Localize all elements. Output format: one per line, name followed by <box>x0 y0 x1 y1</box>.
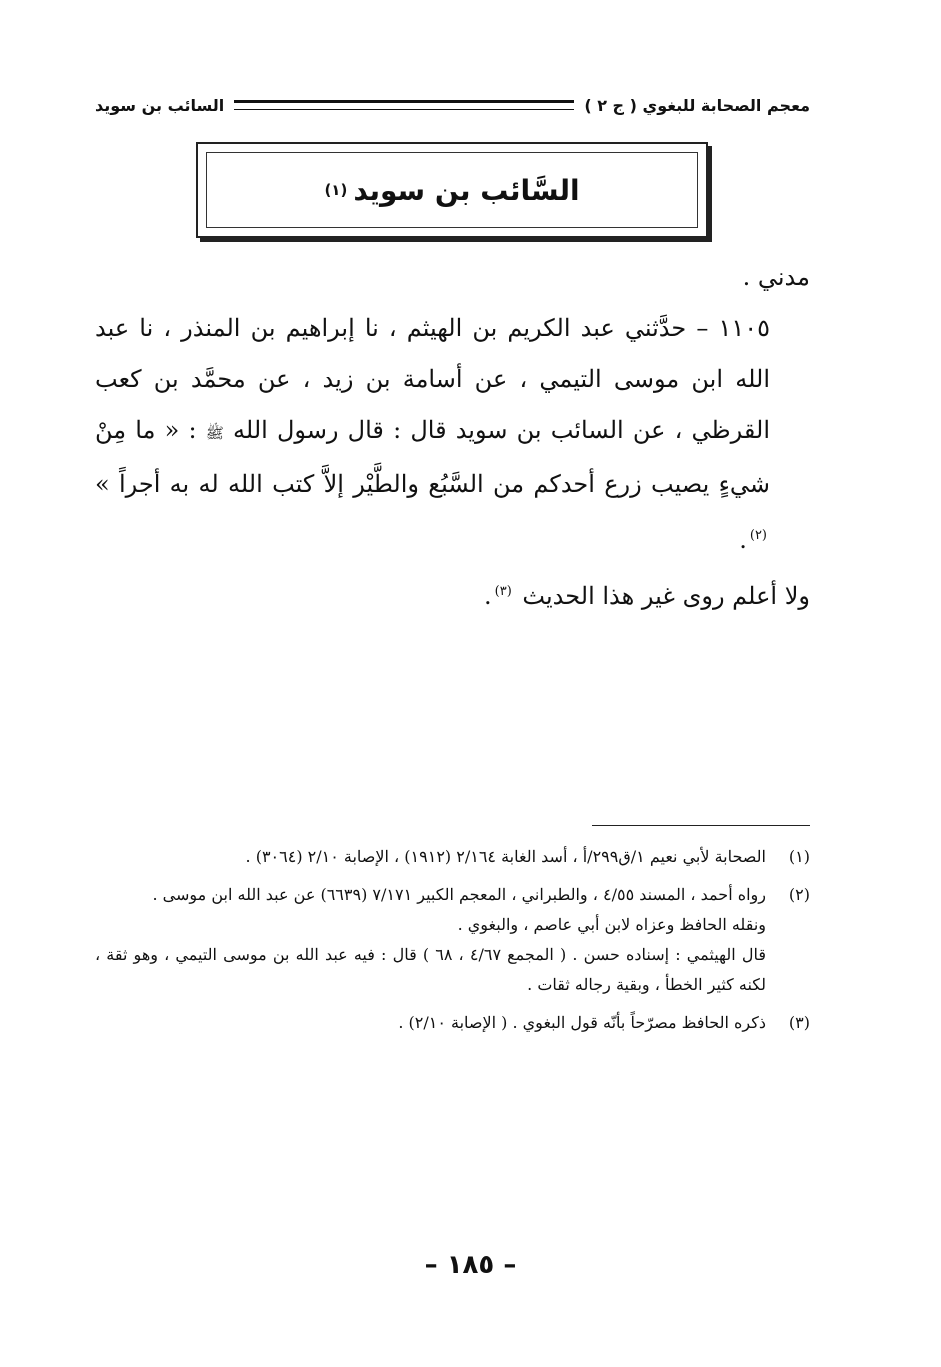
footnote-number: (٢) <box>788 885 810 904</box>
hadith-end-period: . <box>739 526 747 554</box>
remark-text: ولا أعلم روى غير هذا الحديث <box>522 582 810 610</box>
footnote-ref-3: (٣) <box>494 584 512 599</box>
remark-end-period: . <box>484 582 492 610</box>
footnote-item <box>95 880 810 1000</box>
footnote-item <box>95 1008 810 1038</box>
paragraph-origin: مدني . <box>742 263 810 291</box>
running-header <box>95 92 810 118</box>
footnote-number: (٣) <box>788 1013 810 1032</box>
running-header-book: معجم الصحابة للبغوي ( ج ٢ ) <box>584 95 810 115</box>
main-text <box>95 252 810 622</box>
footnote-line: ذكره الحافظ مصرّحاً بأنّه قول البغوي . ( الإصابة ٢/١٠) . <box>398 1013 766 1032</box>
footnote-line: قال الهيثمي : إسناده حسن . ( المجمع ٤/٦٧ ، ٦٨ ) قال : فيه عبد الله بن موسى التيمي ، وهو ثقة ، لكنه كثير الخطأ ، وبقية رجاله ثقات . <box>95 945 766 994</box>
hadith-isnad: ١١٠٥ – حدَّثني عبد الكريم بن الهيثم ، نا إبراهيم بن المنذر ، نا عبد الله ابن موسى التيمي ، عن أسامة بن زيد ، عن محمَّد بن كعب القرظي ، عن السائب بن سويد قال : قال رسول الله <box>95 314 771 444</box>
hadith-matn: : « ما مِنْ شيءٍ يصيب زرع أحدكم من السَّبُع والطَّيْر إلاَّ كتب الله له به أجراً » <box>95 416 770 498</box>
footnote-body <box>95 1008 766 1038</box>
footnote-number: (١) <box>788 847 810 866</box>
footnote-line: الصحابة لأبي نعيم ١/ق٢٩٩/أ ، أسد الغابة ٢/١٦٤ (١٩١٢) ، الإصابة ٢/١٠ (٣٠٦٤) . <box>245 847 766 866</box>
footnote-line: ونقله الحافظ وعزاه لابن أبي عاصم ، والبغوي . <box>457 915 766 934</box>
footnote-body <box>95 842 766 872</box>
entry-title: السَّائب بن سويد <box>353 173 580 207</box>
paragraph-remark <box>95 566 810 622</box>
title-inner-frame <box>206 152 698 228</box>
page-number: – ١٨٥ – <box>424 1250 517 1280</box>
running-header-rule <box>234 100 574 110</box>
footnote-item <box>95 842 810 872</box>
footnotes <box>95 842 810 1046</box>
footnote-line: رواه أحمد ، المسند ٤/٥٥ ، والطبراني ، المعجم الكبير ٧/١٧١ (٦٦٣٩) عن عبد الله ابن موسى . <box>152 885 766 904</box>
honorific-glyph: ﷺ <box>205 424 224 442</box>
paragraph-hadith <box>95 303 810 566</box>
title-footnote-marker: (١) <box>324 181 348 199</box>
footnote-body <box>95 880 766 1000</box>
running-header-entry: السائب بن سويد <box>95 95 225 115</box>
title-frame <box>196 142 708 238</box>
footnote-separator <box>592 825 810 826</box>
footnote-ref-2: (٢) <box>749 528 767 543</box>
